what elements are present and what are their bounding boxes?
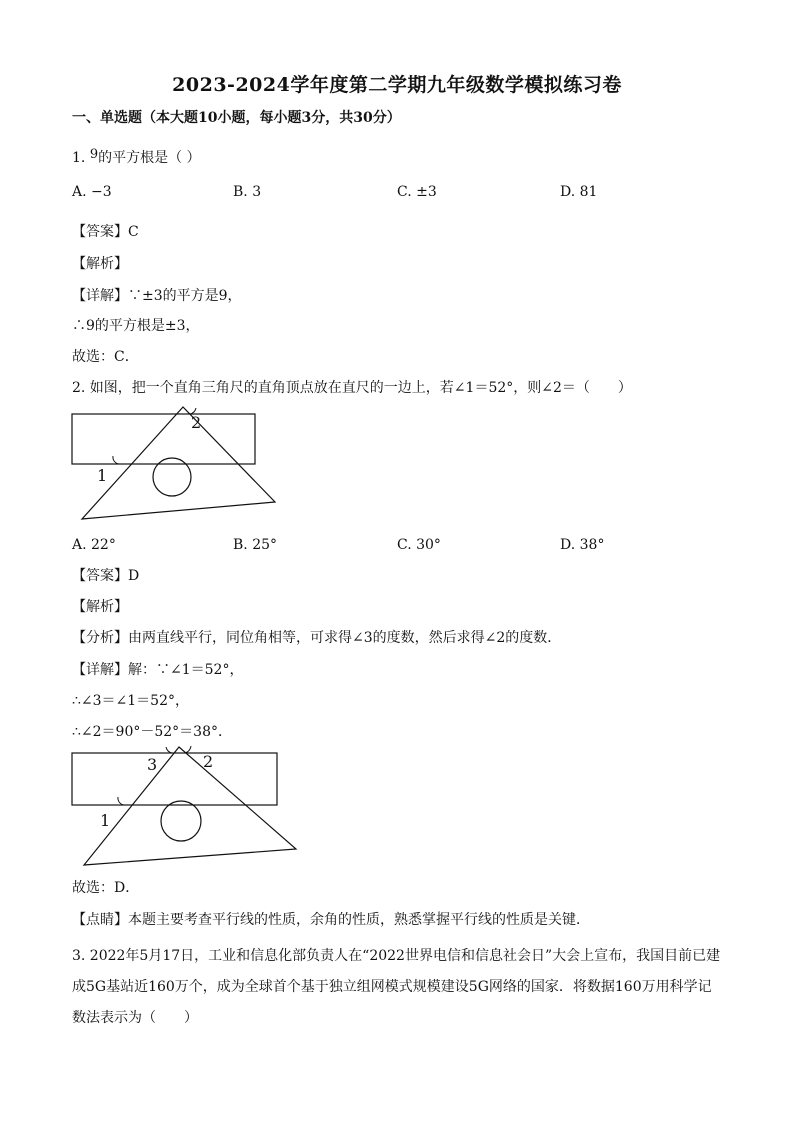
angle-2-arc-2 (185, 746, 191, 753)
q2-answer: 【答案】D (72, 568, 140, 584)
q2-option-b: B. 25° (233, 537, 278, 553)
q2-option-c: C. 30° (397, 537, 441, 553)
q1-analysis: 【解析】 (72, 256, 128, 272)
q2-option-d: D. 38° (560, 537, 605, 553)
question-3-stem: 3. 2022年5月17日，工业和信息化部负责人在“2022世界电信和信息社会日”大会上宣布，我国目前已建成5G基站近160万个，成为全球首个基于独立组网模式规模建设5G网络的国家．将数据160万用科学记数法表示为（ ） (72, 948, 721, 1026)
q2-solution-figure (60, 745, 305, 870)
angle-1-arc-2 (118, 797, 124, 805)
angle-1-label: 1 (97, 466, 108, 485)
section-heading: 一、单选题（本大题10小题，每小题3分，共30分） (72, 110, 401, 126)
q2-dianjing: 【点睛】本题主要考查平行线的性质，余角的性质，熟悉掌握平行线的性质是关键． (72, 912, 590, 928)
angle-1-arc (113, 456, 119, 464)
angle-2-label: 2 (191, 413, 202, 432)
q1-detail: 【详解】∵±3的平方是9， (72, 288, 242, 304)
angle-1-label-2: 1 (100, 811, 111, 830)
q2-option-a: A. 22° (72, 537, 116, 553)
question-1 (72, 148, 201, 169)
q1-answer: 【答案】C (72, 224, 139, 240)
angle-3-arc (166, 747, 172, 753)
q1-option-b: B. 3 (233, 184, 262, 200)
q2-figure-ruler-triangle (60, 405, 290, 530)
page-title: 2023-2024学年度第二学期九年级数学模拟练习卷 (172, 74, 622, 96)
q2-fenxi: 【分析】由两直线平行，同位角相等，可求得∠3的度数，然后求得∠2的度数． (72, 630, 562, 646)
ruler-rect-2 (72, 753, 277, 805)
question-1-stem: 的平方根是（ ） (98, 150, 201, 166)
q1-step: ∴9的平方根是±3， (72, 318, 200, 334)
q1-option-c: C. ±3 (397, 184, 437, 200)
q2-detail: 【详解】解：∵∠1＝52°， (72, 662, 244, 678)
question-1-base: 9 (89, 147, 99, 162)
angle-2-label-2: 2 (203, 752, 214, 771)
question-2-stem: 2. 如图，把一个直角三角尺的直角顶点放在直尺的一边上，若∠1＝52°，则∠2＝（ ） (72, 380, 632, 396)
question-1-number: 1. (72, 150, 86, 166)
q1-choose: 故选：C． (72, 349, 139, 365)
q1-option-d: D. 81 (560, 184, 598, 200)
angle-3-label: 3 (147, 755, 158, 774)
q2-analysis: 【解析】 (72, 599, 128, 615)
triangle-shape-2 (84, 747, 296, 865)
q1-option-a: A. −3 (72, 184, 112, 200)
q2-step-2: ∴∠2＝90°－52°＝38°． (72, 724, 232, 740)
q2-step-1: ∴∠3＝∠1＝52°， (72, 693, 189, 709)
q2-choose: 故选：D． (72, 880, 140, 896)
triangle-shape (82, 407, 275, 519)
triangle-hole-2 (161, 801, 201, 841)
ruler-rect (72, 414, 255, 464)
